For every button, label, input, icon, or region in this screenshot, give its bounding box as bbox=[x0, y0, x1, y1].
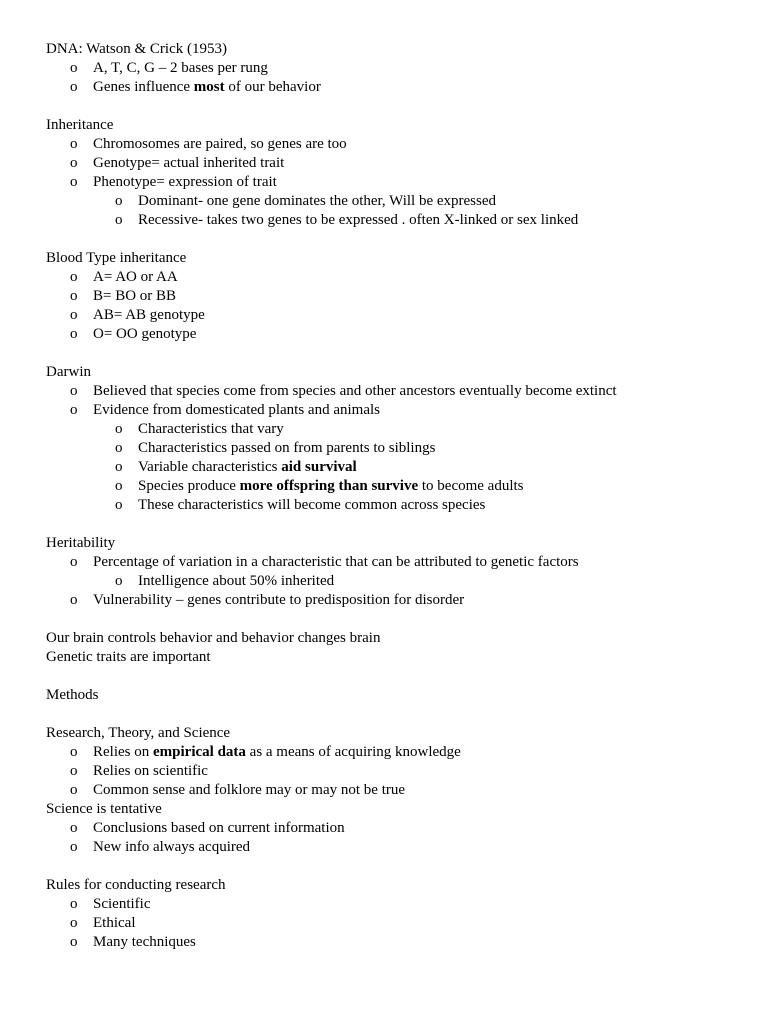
list-item: o Ethical bbox=[70, 915, 136, 931]
section-heading-darwin: Darwin bbox=[46, 364, 91, 380]
list-item: o Genes influence most of our behavior bbox=[70, 79, 321, 95]
bullet-icon: o bbox=[70, 839, 78, 855]
list-item: o Percentage of variation in a characteristic that can be attributed to genetic factors bbox=[70, 554, 579, 570]
bullet-icon: o bbox=[70, 554, 78, 570]
list-item: o A= AO or AA bbox=[70, 269, 178, 285]
bullet-icon: o bbox=[70, 155, 78, 171]
bullet-icon: o bbox=[115, 440, 123, 456]
sub-list-item: o Intelligence about 50% inherited bbox=[115, 573, 335, 589]
bullet-icon: o bbox=[115, 193, 123, 209]
sub-list-item: o Dominant- one gene dominates the other, Will be expressed bbox=[115, 193, 497, 209]
paragraph-line: Our brain controls behavior and behavior changes brain bbox=[46, 630, 381, 646]
section-heading-research: Research, Theory, and Science bbox=[46, 725, 231, 741]
bullet-icon: o bbox=[70, 820, 78, 836]
sub-list-item: o Species produce more offspring than survive to become adults bbox=[115, 478, 524, 494]
list-item: o Common sense and folklore may or may not be true bbox=[70, 782, 406, 798]
list-item: o Relies on empirical data as a means of acquiring knowledge bbox=[70, 744, 461, 760]
section-heading-blood-type: Blood Type inheritance bbox=[46, 250, 187, 266]
paragraph-line: Genetic traits are important bbox=[46, 649, 211, 665]
sub-list-item: o Characteristics passed on from parents to siblings bbox=[115, 440, 436, 456]
sub-list-item: o These characteristics will become common across species bbox=[115, 497, 486, 513]
section-heading-inheritance: Inheritance bbox=[46, 117, 114, 133]
section-heading-rules: Rules for conducting research bbox=[46, 877, 226, 893]
bullet-icon: o bbox=[70, 326, 78, 342]
bullet-icon: o bbox=[115, 212, 123, 228]
sub-list-item: o Recessive- takes two genes to be expressed . often X-linked or sex linked bbox=[115, 212, 579, 228]
list-item: o Many techniques bbox=[70, 934, 196, 950]
section-heading-methods: Methods bbox=[46, 687, 99, 703]
bullet-icon: o bbox=[70, 896, 78, 912]
bullet-icon: o bbox=[70, 744, 78, 760]
bullet-icon: o bbox=[70, 174, 78, 190]
list-item: o Evidence from domesticated plants and animals bbox=[70, 402, 380, 418]
section-heading-heritability: Heritability bbox=[46, 535, 116, 551]
list-item: o Relies on scientific bbox=[70, 763, 208, 779]
bullet-icon: o bbox=[70, 269, 78, 285]
bullet-icon: o bbox=[70, 383, 78, 399]
list-item: o Phenotype= expression of trait bbox=[70, 174, 277, 190]
list-item: o Genotype= actual inherited trait bbox=[70, 155, 285, 171]
bullet-icon: o bbox=[70, 915, 78, 931]
bullet-icon: o bbox=[115, 421, 123, 437]
bullet-icon: o bbox=[115, 497, 123, 513]
bullet-icon: o bbox=[70, 136, 78, 152]
bullet-icon: o bbox=[70, 402, 78, 418]
section-heading-dna: DNA: Watson & Crick (1953) bbox=[46, 41, 227, 57]
bullet-icon: o bbox=[115, 459, 123, 475]
list-item: o Conclusions based on current information bbox=[70, 820, 345, 836]
bullet-icon: o bbox=[70, 307, 78, 323]
list-item: o A, T, C, G – 2 bases per rung bbox=[70, 60, 268, 76]
section-heading-tentative: Science is tentative bbox=[46, 801, 162, 817]
list-item: o B= BO or BB bbox=[70, 288, 177, 304]
bullet-icon: o bbox=[70, 782, 78, 798]
document-page bbox=[0, 40, 784, 952]
list-item: o Believed that species come from species and other ancestors eventually become extinct bbox=[70, 383, 617, 399]
sub-list-item: o Variable characteristics aid survival bbox=[115, 459, 357, 475]
bullet-icon: o bbox=[70, 934, 78, 950]
bullet-icon: o bbox=[70, 592, 78, 608]
bullet-icon: o bbox=[115, 478, 123, 494]
list-item: o Vulnerability – genes contribute to predisposition for disorder bbox=[70, 592, 465, 608]
list-item: o O= OO genotype bbox=[70, 326, 197, 342]
list-item: o New info always acquired bbox=[70, 839, 251, 855]
bullet-icon: o bbox=[70, 79, 78, 95]
bullet-icon: o bbox=[115, 573, 123, 589]
list-item: o Scientific bbox=[70, 896, 151, 912]
bullet-icon: o bbox=[70, 288, 78, 304]
bullet-icon: o bbox=[70, 763, 78, 779]
list-item: o Chromosomes are paired, so genes are too bbox=[70, 136, 347, 152]
sub-list-item: o Characteristics that vary bbox=[115, 421, 284, 437]
bullet-icon: o bbox=[70, 60, 78, 76]
list-item: o AB= AB genotype bbox=[70, 307, 205, 323]
